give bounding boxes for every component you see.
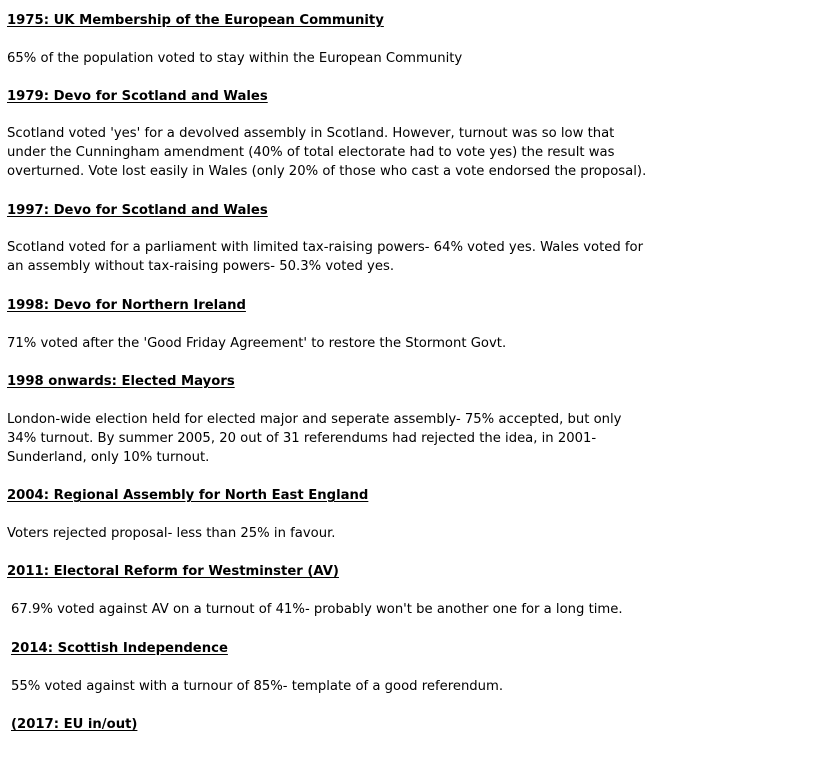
section-heading-2004: 2004: Regional Assembly for North East England — [7, 488, 369, 503]
section-heading-mayors: 1998 onwards: Elected Mayors — [7, 374, 235, 389]
section-heading-1979: 1979: Devo for Scotland and Wales — [7, 89, 268, 104]
section-text-2004-line-1: Voters rejected proposal- less than 25% in favour. — [7, 526, 336, 541]
section-text-1979-line-2: under the Cunningham amendment (40% of total electorate had to vote yes) the result was — [7, 145, 615, 160]
section-text-2011-line-1: 67.9% voted against AV on a turnout of 41%- probably won't be another one for a long time. — [11, 602, 623, 617]
section-text-2014-line-1: 55% voted against with a turnour of 85%- template of a good referendum. — [11, 679, 504, 694]
section-text-1975-line-1: 65% of the population voted to stay within the European Community — [7, 51, 463, 66]
section-text-mayors-line-2: 34% turnout. By summer 2005, 20 out of 31 referendums had rejected the idea, in 2001- — [7, 431, 597, 446]
section-heading-2014: 2014: Scottish Independence — [11, 641, 228, 656]
section-text-1998-ni-line-1: 71% voted after the 'Good Friday Agreement' to restore the Stormont Govt. — [7, 336, 507, 351]
section-text-1997-line-2: an assembly without tax-raising powers- 50.3% voted yes. — [7, 259, 395, 274]
section-text-1979-line-1: Scotland voted 'yes' for a devolved assembly in Scotland. However, turnout was so low that — [7, 126, 615, 141]
section-text-1979-line-3: overturned. Vote lost easily in Wales (only 20% of those who cast a vote endorsed the proposal). — [7, 164, 647, 179]
section-heading-2011: 2011: Electoral Reform for Westminster (AV) — [7, 564, 339, 579]
section-text-mayors-line-3: Sunderland, only 10% turnout. — [7, 450, 210, 465]
section-heading-1997: 1997: Devo for Scotland and Wales — [7, 203, 268, 218]
section-heading-1998-ni: 1998: Devo for Northern Ireland — [7, 298, 246, 313]
section-text-1997-line-1: Scotland voted for a parliament with limited tax-raising powers- 64% voted yes. Wales voted for — [7, 240, 644, 255]
section-heading-1975: 1975: UK Membership of the European Community — [7, 13, 384, 28]
section-text-mayors-line-1: London-wide election held for elected major and seperate assembly- 75% accepted, but only — [7, 412, 622, 427]
section-heading-2017: (2017: EU in/out) — [11, 717, 138, 732]
